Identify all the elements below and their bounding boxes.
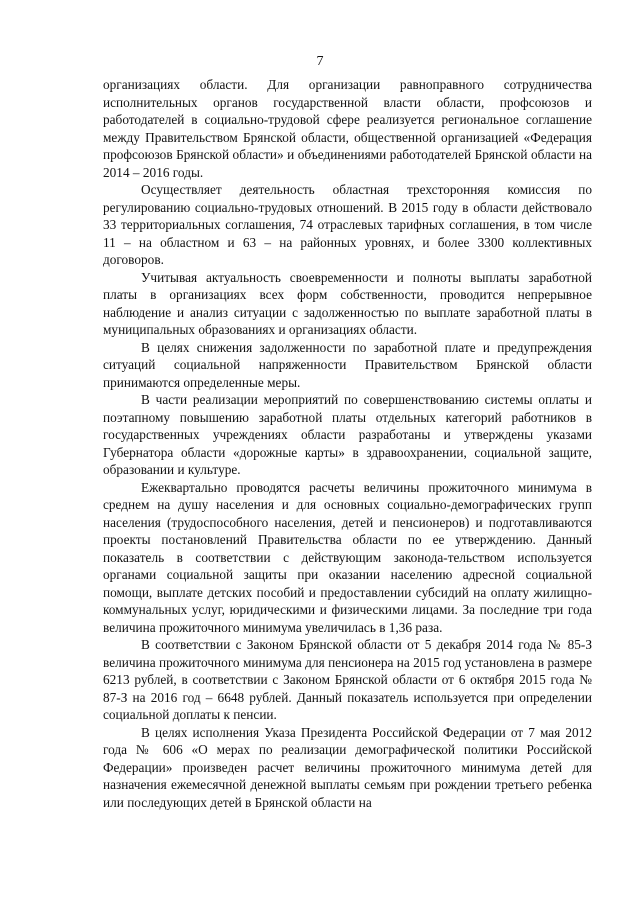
document-body [103,76,592,811]
page-number: 7 [316,54,324,69]
paragraph-2: Осуществляет деятельность областная трехсторонняя комиссия по регулированию социально-трудовых отношений. В 2015 году в области действовало 33 территориальных соглашения, 74 отраслевых тарифных соглашения, в том числе 11 – на областном и 63 – на районных уровнях, и более 3300 коллективных договоров. [103,182,592,267]
paragraph-4: В целях снижения задолженности по заработной плате и предупреждения ситуаций социальной напряженности Правительством Брянской области принимаются определенные меры. [103,339,592,390]
paragraph-6: Ежеквартально проводятся расчеты величины прожиточного минимума в среднем на душу населения и для основных социально-демографических групп населения (трудоспособного населения, детей и пенсионеров) и подготавливаются проекты постановлений Правительства области по ее утверждению. Данный показатель в соответствии с действующим законода-тельством используется органами социальной защиты при оказании населению адресной социальной помощи, выплате детских пособий и предоставлении субсидий на оплату жилищно-коммунальных услуг, юридическими и физическими лицами. За последние три года величина прожиточного минимума увеличилась в 1,36 раза. [103,479,592,635]
paragraph-3: Учитывая актуальность своевременности и полноты выплаты заработной платы в организациях всех форм собственности, проводится непрерывное наблюдение и анализ ситуации с задолженностью по выплате заработной платы в муниципальных образованиях и организациях области. [103,269,592,337]
paragraph-5: В части реализации мероприятий по совершенствованию системы оплаты и поэтапному повышению заработной платы отдельных категорий работников в государственных учреждениях области разработаны и утверждены указами Губернатора области «дорожные карты» в здравоохранении, социальной защите, образовании и культуре. [103,392,592,477]
paragraph-8: В целях исполнения Указа Президента Российской Федерации от 7 мая 2012 года № 606 «О мерах по реализации демографической политики Российской Федерации» произведен расчет величины прожиточного минимума детей для назначения ежемесячной денежной выплаты семьям при рождении третьего ребенка или последующих детей в Брянской области на [103,724,592,810]
paragraph-7: В соответствии с Законом Брянской области от 5 декабря 2014 года № 85-З величина прожиточного минимума для пенсионера на 2015 год установлена в размере 6213 рублей, в соответствии с Законом Брянской области от 6 октября 2015 года № 87-З на 2016 год – 6648 рублей. Данный показатель используется при определении социальной доплаты к пенсии. [103,637,592,722]
paragraph-1: организациях области. Для организации равноправного сотрудничества исполнительных органов государственной власти области, профсоюзов и работодателей в социально-трудовой сфере реализуется региональное соглашение между Правительством Брянской области, общественной организацией «Федерация профсоюзов Брянской области» и объединениями работодателей Брянской области на 2014 – 2016 годы. [103,77,592,180]
